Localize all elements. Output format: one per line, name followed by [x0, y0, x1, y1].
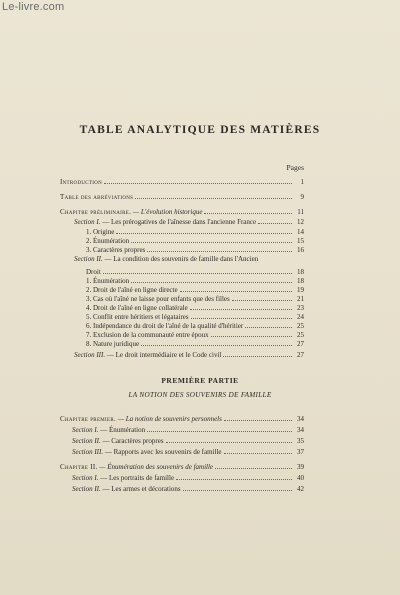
toc-entry-page: 24	[297, 313, 304, 321]
section-label: Section III.	[74, 351, 106, 359]
part-title: PREMIÈRE PARTIE	[161, 376, 239, 385]
chapter-title: — L'évolution historique	[131, 208, 203, 216]
section-title: — La condition des souvenirs de famille dans l'Ancien	[102, 255, 259, 263]
toc-entry-label: 5. Conflit entre héritiers et légataires	[86, 313, 189, 321]
toc-entry-page: 25	[297, 322, 304, 330]
section-label: Section I.	[72, 474, 99, 482]
section-title: — Rapports avec les souvenirs de famille	[103, 448, 222, 456]
leader-dots	[215, 458, 292, 469]
toc-entry-page: 27	[297, 340, 304, 348]
leader-dots	[176, 469, 292, 480]
leader-dots	[135, 188, 292, 199]
toc-entry-label	[72, 447, 222, 457]
section-title: — Énumération	[98, 426, 146, 434]
toc-entry-page: 34	[297, 415, 304, 423]
toc-entry-label: 3. Caractères propres	[86, 246, 146, 254]
toc-entry-page: 11	[297, 208, 304, 216]
leader-dots	[147, 421, 292, 432]
toc-entry-page: 34	[297, 426, 304, 434]
leader-dots	[223, 346, 292, 357]
toc-entry-page: 19	[297, 286, 304, 294]
toc-entry-page: 12	[297, 218, 304, 226]
section-title: — Les prérogatives de l'aînesse dans l'ancienne France	[100, 218, 257, 226]
section-title: — Le droit intermédiaire et le Code civil	[105, 351, 222, 359]
toc-entry-chapter	[60, 458, 304, 471]
section-title: — Les portraits de famille	[98, 474, 175, 482]
chapter-label: Chapitre premier.	[60, 415, 117, 423]
toc-entry-label: 1. Énumération	[86, 277, 130, 285]
toc-entry-section	[72, 480, 304, 493]
toc-entry-label: 8. Nature juridique	[86, 340, 140, 348]
leader-dots	[104, 173, 292, 184]
section-label: Section I.	[72, 426, 99, 434]
leader-dots	[224, 443, 293, 454]
toc-entry-page: 16	[297, 246, 304, 254]
leader-dots	[141, 335, 292, 346]
toc-entry-label: Table des abréviations	[60, 193, 134, 201]
toc-entry-page: 42	[297, 485, 304, 493]
toc-entry-page: 18	[297, 268, 304, 276]
toc-entry-label: 2. Énumération	[86, 237, 130, 245]
toc-entry-label: 3. Cas où l'aîné ne laisse pour enfants que des filles	[86, 295, 230, 303]
pages-column-label: Pages	[286, 163, 304, 172]
toc-entry-section	[74, 213, 304, 226]
chapter-title: — Énumération des souvenirs de famille	[97, 463, 214, 471]
toc-entry-page: 1	[300, 178, 304, 186]
toc-entry-page: 9	[300, 193, 304, 201]
toc-entry-chapter	[60, 410, 304, 423]
toc-entry-page: 35	[297, 437, 304, 445]
toc-entry-label: 4. Droit de l'aîné en ligne collatérale	[86, 304, 188, 312]
chapter-label: Chapitre préliminaire.	[60, 208, 132, 216]
section-label: Section II.	[72, 437, 101, 445]
toc-entry-page: 40	[297, 474, 304, 482]
toc-entry-page: 21	[297, 295, 304, 303]
watermark: Le-livre.com	[2, 1, 65, 13]
section-title: — Caractères propres	[100, 437, 164, 445]
toc-entry-page: 14	[297, 228, 304, 236]
toc-entry-subsection	[86, 241, 304, 254]
toc-entry-label: 6. Indépendance du droit de l'aîné de la qualité d'héritier	[86, 322, 244, 330]
toc-entry-label: 1. Origine	[86, 228, 115, 236]
toc-entry-page: 15	[297, 237, 304, 245]
section-title: — Les armes et décorations	[100, 485, 181, 493]
toc-entry-subsection	[86, 335, 304, 348]
toc-entry-section	[72, 421, 304, 434]
section-label: Section III.	[72, 448, 104, 456]
toc-entry-label	[74, 350, 221, 360]
toc-entry-introduction	[60, 173, 304, 186]
toc-entry-section	[72, 443, 304, 456]
toc-entry-section	[72, 469, 304, 482]
toc-entry-page: 37	[297, 448, 304, 456]
leader-dots	[224, 410, 292, 421]
toc-entry-label: 2. Droit de l'aîné en ligne directe	[86, 286, 178, 294]
leader-dots	[183, 480, 292, 491]
chapter-label: Chapitre II.	[60, 463, 98, 471]
toc-entry-label	[72, 484, 181, 494]
leader-dots	[147, 241, 292, 252]
toc-entry-abbreviations	[60, 188, 304, 201]
section-label: Section I.	[74, 218, 101, 226]
toc-entry-page: 23	[297, 304, 304, 312]
toc-entry-section	[72, 432, 304, 445]
chapter-title: — La notion de souvenirs personnels	[116, 415, 222, 423]
toc-entry-page: 27	[297, 351, 304, 359]
toc-entry-page: 18	[297, 277, 304, 285]
toc-entry-page: 39	[297, 463, 304, 471]
toc-entry-label: Introduction	[60, 178, 103, 186]
toc-entry-label: 7. Exclusion de la communauté entre époux	[86, 331, 209, 339]
leader-dots	[166, 432, 292, 443]
page-title: TABLE ANALYTIQUE DES MATIÈRES	[79, 124, 321, 136]
section-label: Section II.	[72, 485, 101, 493]
toc-entry-page: 25	[297, 331, 304, 339]
toc-entry-label: Droit	[86, 268, 101, 276]
part-subtitle: LA NOTION DES SOUVENIRS DE FAMILLE	[128, 391, 272, 399]
section-label: Section II.	[74, 255, 103, 263]
toc-entry-section	[74, 346, 304, 359]
toc-entry-chapter-preliminary	[60, 203, 304, 216]
